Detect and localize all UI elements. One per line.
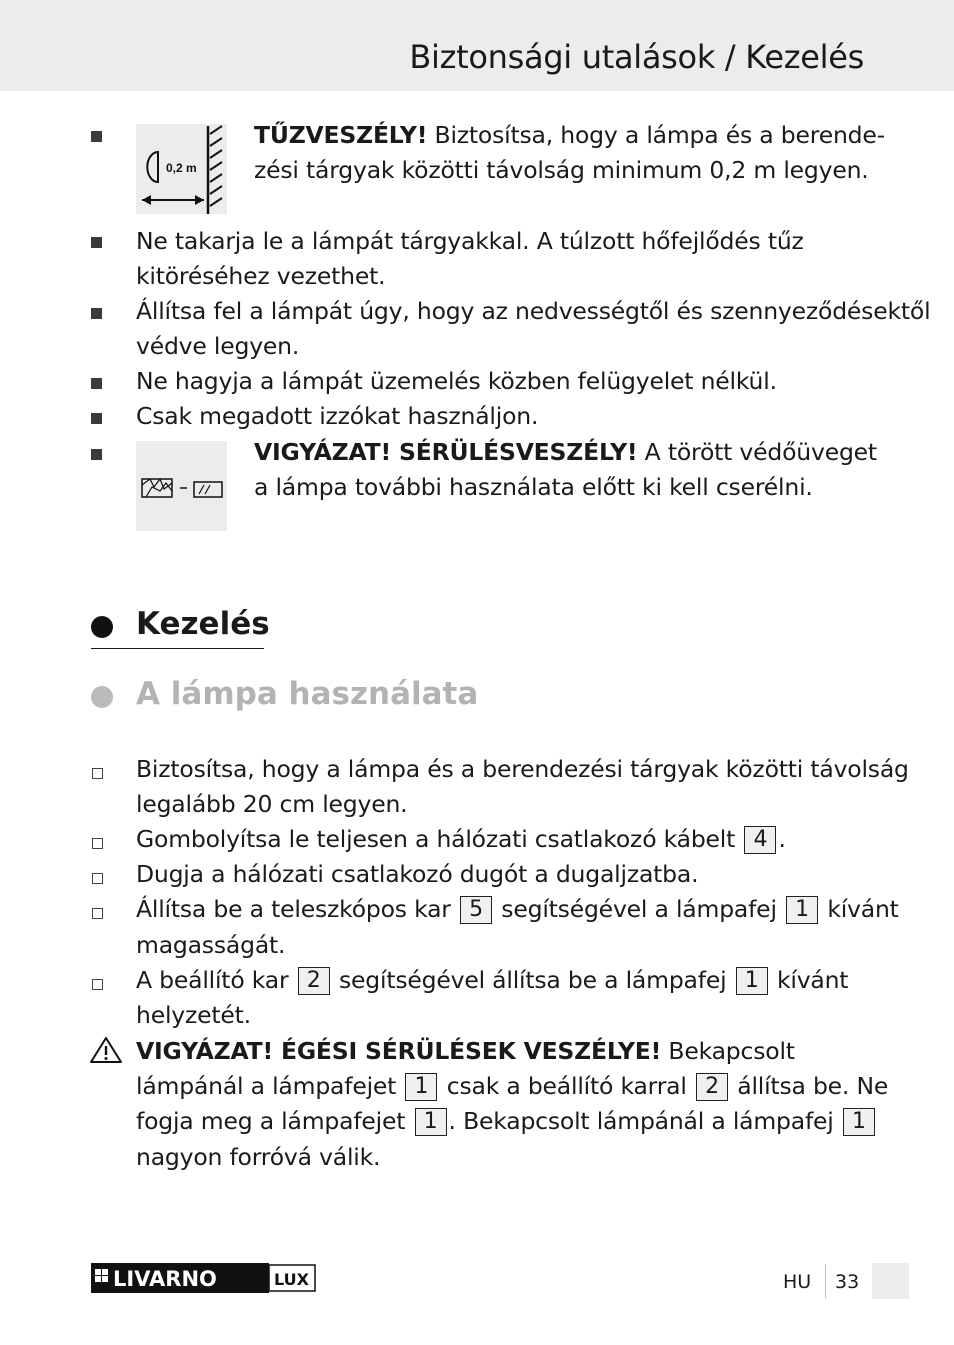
step-5-line1 bbox=[136, 963, 848, 998]
step-2 bbox=[136, 822, 786, 857]
step-4-text-c: kívánt bbox=[820, 895, 899, 923]
burn-text-d: fogja meg a lámpafejet bbox=[136, 1107, 413, 1135]
ref-number: 1 bbox=[405, 1073, 437, 1101]
step-checkbox bbox=[92, 873, 103, 884]
ref-number: 1 bbox=[786, 896, 818, 924]
step-5-line2: helyzetét. bbox=[136, 1001, 251, 1029]
step-2-text: Gombolyítsa le teljesen a hálózati csatlakozó kábelt bbox=[136, 825, 743, 853]
distance-label: 0,2 m bbox=[166, 161, 197, 175]
burn-warning-line4: nagyon forróvá válik. bbox=[136, 1143, 381, 1171]
step-1-line1: Biztosítsa, hogy a lámpa és a berendezési tárgyak közötti távolság bbox=[136, 755, 909, 783]
safety-item-4: Csak megadott izzókat használjon. bbox=[136, 402, 539, 430]
ref-number: 5 bbox=[460, 896, 492, 924]
step-5-text-b: segítségével állítsa be a lámpafej bbox=[331, 966, 734, 994]
step-1-line2: legalább 20 cm legyen. bbox=[136, 790, 408, 818]
safety-item-2-line2: védve legyen. bbox=[136, 332, 300, 360]
glass-warning-line1 bbox=[254, 435, 877, 470]
safety-item-3: Ne hagyja a lámpát üzemelés közben felügyelet nélkül. bbox=[136, 367, 777, 395]
step-checkbox bbox=[92, 838, 103, 849]
step-3: Dugja a hálózati csatlakozó dugót a dugaljzatba. bbox=[136, 860, 699, 888]
burn-text-a: lámpánál a lámpafejet bbox=[136, 1072, 404, 1100]
ref-number: 4 bbox=[744, 826, 776, 854]
section-bullet-dot bbox=[91, 686, 113, 708]
bullet bbox=[91, 449, 102, 460]
safety-item-1-line2: kitöréséhez vezethet. bbox=[136, 262, 386, 290]
fire-warning-text: Biztosítsa, hogy a lámpa és a berende- bbox=[427, 121, 885, 149]
bullet bbox=[91, 413, 102, 424]
burn-text-e: . Bekapcsolt lámpánál a lámpafej bbox=[448, 1107, 841, 1135]
brand-suffix: LUX bbox=[274, 1270, 309, 1289]
step-5-text-a: A beállító kar bbox=[136, 966, 296, 994]
fire-warning-line2: zési tárgyak közötti távolság minimum 0,2 m legyen. bbox=[254, 156, 869, 184]
step-4-line2: magasságát. bbox=[136, 931, 286, 959]
glass-warning-text: A törött védőüveget bbox=[637, 438, 877, 466]
ref-number: 2 bbox=[298, 967, 330, 995]
bullet bbox=[91, 378, 102, 389]
step-checkbox bbox=[92, 768, 103, 779]
burn-text-c: állítsa be. Ne bbox=[729, 1072, 889, 1100]
brand-logo bbox=[91, 1263, 317, 1291]
fire-warning-line1 bbox=[254, 118, 885, 153]
footer-language: HU bbox=[783, 1271, 812, 1293]
page-title: Biztonsági utalások / Kezelés bbox=[409, 38, 864, 76]
bullet bbox=[91, 308, 102, 319]
ref-number: 2 bbox=[696, 1073, 728, 1101]
step-checkbox bbox=[92, 979, 103, 990]
footer-tab bbox=[872, 1263, 909, 1299]
burn-warning-text: Bekapcsolt bbox=[661, 1037, 795, 1065]
section-underline bbox=[91, 648, 264, 649]
safety-item-2-line1: Állítsa fel a lámpát úgy, hogy az nedvességtől és szennyeződésektől bbox=[136, 297, 931, 325]
ref-number: 1 bbox=[736, 967, 768, 995]
glass-warning-title: VIGYÁZAT! SÉRÜLÉSVESZÉLY! bbox=[254, 438, 638, 466]
burn-text-b: csak a beállító karral bbox=[439, 1072, 694, 1100]
step-4-text-b: segítségével a lámpafej bbox=[494, 895, 785, 923]
step-5-text-c: kívánt bbox=[769, 966, 849, 994]
step-4-text-a: Állítsa be a teleszkópos kar bbox=[136, 895, 459, 923]
bullet bbox=[91, 237, 102, 248]
page-number: 33 bbox=[835, 1271, 860, 1293]
warning-triangle-icon bbox=[89, 1036, 123, 1064]
ref-number: 1 bbox=[415, 1108, 447, 1136]
safety-item-1-line1: Ne takarja le a lámpát tárgyakkal. A túlzott hőfejlődés tűz bbox=[136, 227, 804, 255]
step-checkbox bbox=[92, 908, 103, 919]
burn-warning-title: VIGYÁZAT! ÉGÉSI SÉRÜLÉSEK VESZÉLYE! bbox=[136, 1037, 662, 1065]
step-4-line1 bbox=[136, 892, 899, 927]
section-bullet-dot bbox=[91, 616, 113, 638]
bullet bbox=[91, 131, 102, 142]
step-2-end: . bbox=[778, 825, 786, 853]
glass-warning-line2: a lámpa további használata előtt ki kell cserélni. bbox=[254, 473, 813, 501]
section-title-operation: Kezelés bbox=[136, 606, 270, 642]
burn-warning-line3 bbox=[136, 1104, 877, 1139]
fire-distance-icon bbox=[136, 124, 227, 214]
broken-glass-icon bbox=[136, 441, 227, 531]
brand-name: LIVARNO bbox=[113, 1267, 217, 1291]
ref-number: 1 bbox=[843, 1108, 875, 1136]
section-title-usage: A lámpa használata bbox=[136, 676, 479, 712]
fire-warning-title: TŰZVESZÉLY! bbox=[254, 121, 428, 149]
burn-warning-line2 bbox=[136, 1069, 888, 1104]
footer-divider bbox=[825, 1264, 826, 1298]
burn-warning-line1 bbox=[136, 1034, 795, 1069]
